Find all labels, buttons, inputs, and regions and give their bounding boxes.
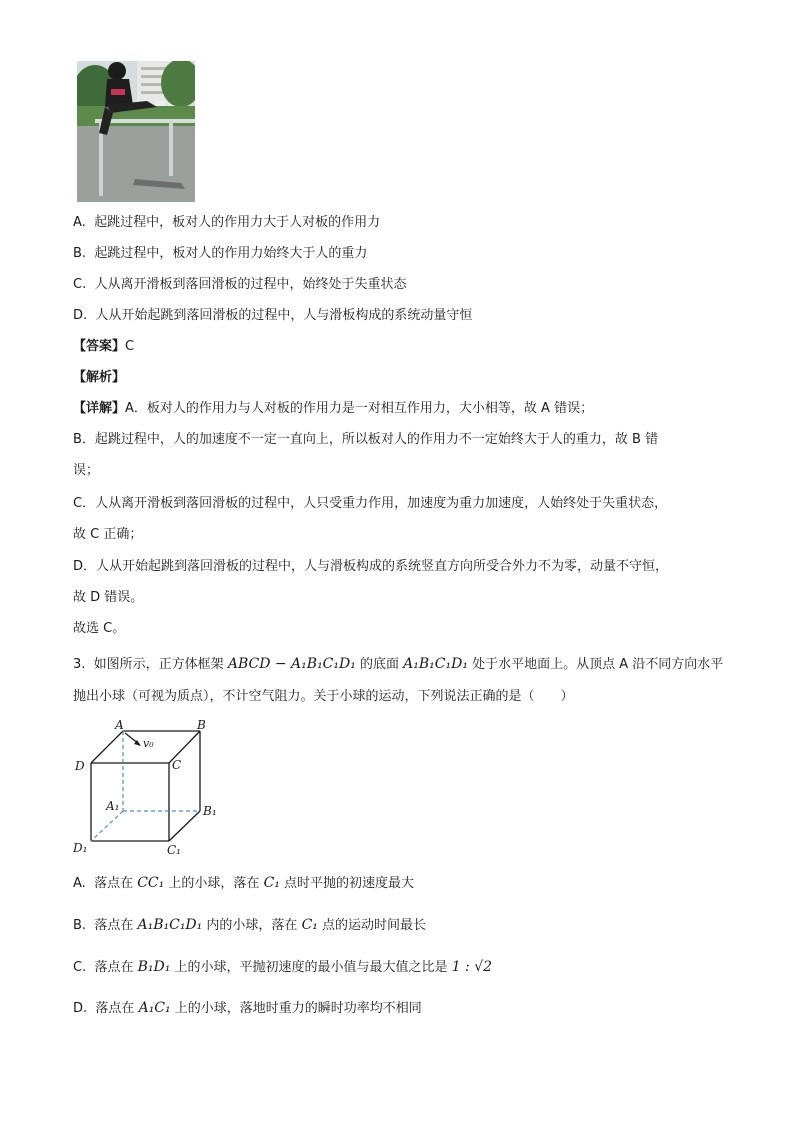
stem-text: 如图所示，正方体框架 — [93, 657, 224, 672]
option-text: 上的小球，落地时重力的瞬时功率均不相同 — [174, 1001, 422, 1016]
option-letter: C. — [73, 277, 87, 292]
q2-answer — [73, 338, 134, 356]
option-math: CC₁ — [137, 875, 165, 891]
option-text: 落点在 — [94, 918, 134, 933]
edge-ad — [91, 731, 123, 763]
option-text: 人从开始起跳到落回滑板的过程中，人与滑板构成的系统动量守恒 — [95, 308, 473, 323]
option-letter: B. — [73, 918, 87, 933]
option-text: 落点在 — [95, 1001, 135, 1016]
option-text: 起跳过程中，板对人的作用力始终大于人的重力 — [94, 246, 368, 261]
option-letter: D. — [73, 1001, 88, 1016]
cube-diagram — [73, 718, 233, 860]
option-letter: A. — [73, 215, 86, 230]
q2-option-c — [73, 276, 407, 294]
option-math: 1 : √2 — [451, 959, 493, 975]
q2-option-a — [73, 214, 380, 232]
option-letter: C. — [73, 960, 87, 975]
answer-tag: 【答案】 — [73, 339, 126, 354]
q2-analysis-tag — [73, 369, 125, 387]
q3-option-b — [73, 916, 426, 935]
q2-detail-line-1 — [73, 400, 593, 418]
option-letter: D. — [73, 308, 88, 323]
q2-detail-line-4: C．人从离开滑板到落回滑板的过程中，人只受重力作用，加速度为重力加速度，人始终处于失重状态， — [73, 496, 668, 511]
edge-c1b1 — [169, 811, 200, 841]
base-name: A₁B₁C₁D₁ — [403, 656, 468, 672]
q2-conclusion: 故选 C。 — [73, 621, 126, 636]
q2-detail-line-7: 故 D 错误。 — [73, 590, 144, 605]
q2-option-b — [73, 245, 367, 263]
option-text: 点的运动时间最长 — [322, 918, 427, 933]
q2-detail-line-2: B．起跳过程中，人的加速度不一定一直向上，所以板对人的作用力不一定始终大于人的重力，故 B 错 — [73, 432, 659, 447]
label-c1: C₁ — [167, 843, 181, 857]
option-letter: B. — [73, 246, 87, 261]
q2-detail-line-3: 误； — [73, 463, 100, 478]
analysis-tag: 【解析】 — [73, 370, 126, 385]
option-math: A₁B₁C₁D₁ — [137, 917, 203, 933]
detail-tag: 【详解】 — [73, 401, 126, 416]
q3-option-d — [73, 999, 422, 1018]
option-text: 落点在 — [94, 876, 134, 891]
option-text: 内的小球，落在 — [206, 918, 298, 933]
option-math: C₁ — [263, 875, 280, 891]
cube-name: ABCD − A₁B₁C₁D₁ — [227, 656, 356, 672]
stem-text: 的底面 — [359, 657, 399, 672]
label-a1: A₁ — [106, 799, 120, 813]
q2-detail-line-5: 故 C 正确； — [73, 527, 143, 542]
label-d1: D₁ — [73, 841, 88, 855]
edge-a1d1-hidden — [91, 811, 123, 841]
q3-option-c — [73, 958, 492, 977]
label-d: D — [75, 759, 85, 773]
q3-stem-line-2: 抛出小球（可视为质点），不计空气阻力。关于小球的运动，下列说法正确的是（ ） — [73, 689, 574, 704]
question-number: 3. — [73, 657, 86, 672]
label-c: C — [172, 758, 182, 772]
label-b: B — [197, 718, 206, 732]
option-math: A₁C₁ — [138, 1000, 171, 1016]
label-v0: v₀ — [143, 737, 154, 750]
label-b1: B₁ — [203, 804, 217, 818]
option-text: 起跳过程中，板对人的作用力大于人对板的作用力 — [94, 215, 381, 230]
option-math: C₁ — [301, 917, 318, 933]
answer-value: C — [125, 339, 135, 354]
option-text: 上的小球，落在 — [168, 876, 260, 891]
option-text: 上的小球，平抛初速度的最小值与最大值之比是 — [174, 960, 448, 975]
option-text: 人从离开滑板到落回滑板的过程中，始终处于失重状态 — [94, 277, 407, 292]
q2-option-d — [73, 307, 472, 325]
detail-text: A．板对人的作用力与人对板的作用力是一对相互作用力，大小相等，故 A 错误； — [125, 401, 594, 416]
q3-stem-line-1 — [73, 655, 723, 674]
stem-text: 处于水平地面上。从顶点 A 沿不同方向水平 — [472, 657, 724, 672]
option-letter: A. — [73, 876, 86, 891]
skateboard-photo — [77, 61, 195, 202]
q3-option-a — [73, 874, 414, 893]
option-text: 点时平抛的初速度最大 — [284, 876, 415, 891]
label-a: A — [115, 718, 124, 732]
option-text: 落点在 — [94, 960, 134, 975]
option-math: B₁D₁ — [137, 959, 171, 975]
q2-detail-line-6: D．人从开始起跳到落回滑板的过程中，人与滑板构成的系统竖直方向所受合外力不为零，动量不守恒， — [73, 559, 669, 574]
